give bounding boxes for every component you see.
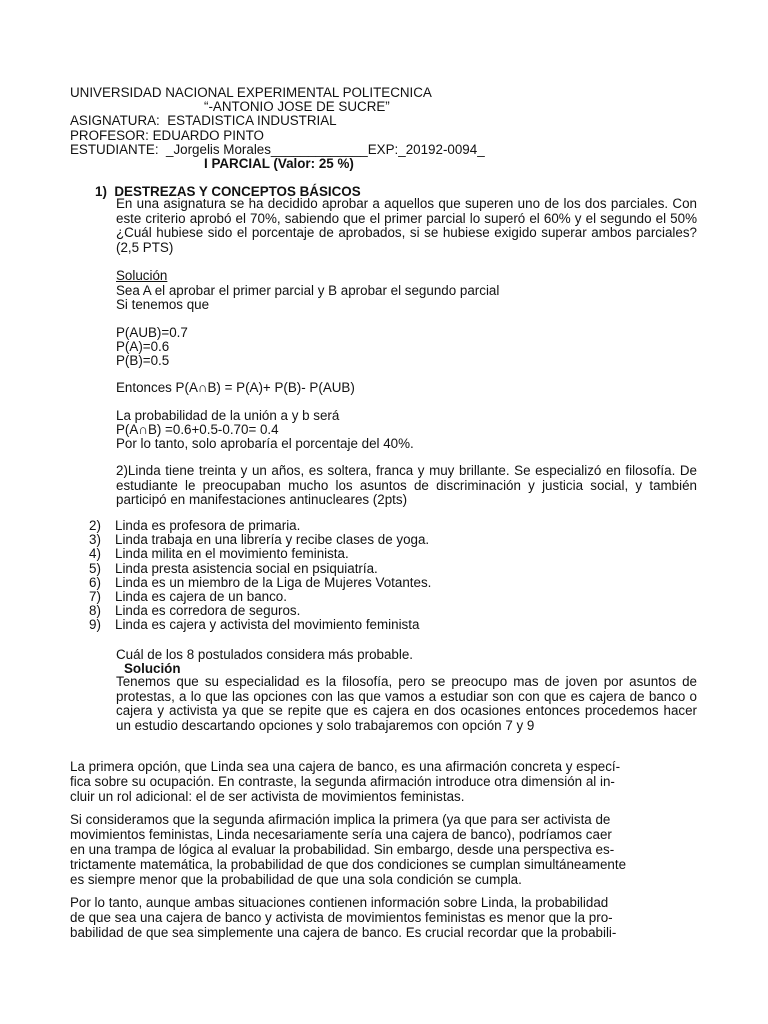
item-text: Linda milita en el movimiento feminista.	[115, 546, 349, 562]
paragraph-line: fica sobre su ocupación. En contraste, la segunda afirmación introduce otra dimensión al in-	[70, 774, 615, 789]
paragraph-3	[70, 895, 710, 940]
paragraph-1	[70, 759, 710, 804]
item-number: 8)	[89, 603, 101, 619]
result-line: La probabilidad de la unión a y b será	[116, 408, 340, 423]
question-1-text: En una asignatura se ha decidido aprobar a aquellos que superen uno de los dos parciales. Con este criterio aprobó el 70%, sabiendo que el primer parcial lo superó el 60% y el segundo el 50% ¿Cuál hubiese sido el porcentaje de aprobados, si se hubiese exigido superar ambos parciales? (2,5 PTS)	[116, 196, 697, 255]
paragraph-2	[70, 812, 710, 887]
given-value: P(AUB)=0.7	[116, 325, 188, 340]
solution-1-line: Sea A el aprobar el primer parcial y B aprobar el segundo parcial	[116, 283, 500, 298]
subject-line: ASIGNATURA: ESTADISTICA INDUSTRIAL	[70, 113, 337, 128]
question-2-text: 2)Linda tiene treinta y un años, es soltera, franca y muy brillante. Se especializó en filosofía. De estudiante le preocupaban mucho los asuntos de discriminación y justicia social, y también participó en manifestaciones antinucleares (2pts)	[116, 463, 697, 507]
paragraph-line: trictamente matemática, la probabilidad de que dos condiciones se cumplan simultáneamente	[70, 857, 627, 872]
item-number: 4)	[89, 546, 101, 562]
given-value: P(B)=0.5	[116, 353, 170, 368]
item-text: Linda presta asistencia social en psiquiatría.	[115, 560, 378, 576]
solution-1-label: Solución	[116, 268, 168, 283]
paragraph-line: Por lo tanto, aunque ambas situaciones contienen información sobre Linda, la probabilidad	[70, 895, 609, 910]
item-number: 7)	[89, 588, 101, 604]
paragraph-line: de que sea una cajera de banco y activista de movimientos feministas es menor que la pro-	[70, 910, 613, 925]
paragraph-line: es siempre menor que la probabilidad de que una sola condición se cumpla.	[70, 872, 522, 887]
item-text: Linda es cajera y activista del movimiento feminista	[115, 617, 420, 633]
item-text: Linda es profesora de primaria.	[115, 518, 301, 533]
item-number: 2)	[89, 518, 101, 533]
exam-title: I PARCIAL (Valor: 25 %)	[204, 156, 354, 171]
item-text: Linda es un miembro de la Liga de Mujeres Votantes.	[115, 574, 432, 590]
student-name: _Jorgelis Morales_____________	[166, 142, 368, 157]
student-label: ESTUDIANTE:	[70, 142, 159, 157]
professor-line: PROFESOR: EDUARDO PINTO	[70, 128, 264, 143]
solution-1-line: Si tenemos que	[116, 297, 210, 312]
university-name: UNIVERSIDAD NACIONAL EXPERIMENTAL POLITECNICA	[70, 85, 432, 100]
solution-2-text: Tenemos que su especialidad es la filosofía, pero se preocupo mas de joven por asuntos de protestas, a lo que las opciones con las que vamos a estudiar son con que es cajera de banco o cajera y activista ya que se repite que es cajera en dos ocasiones entonces procedemos hacer un estudio descartando opciones y solo trabajaremos con opción 7 y 9	[116, 674, 697, 733]
item-number: 3)	[89, 532, 101, 548]
given-value: P(A)=0.6	[116, 339, 170, 354]
section-heading: 1) DESTREZAS Y CONCEPTOS BÁSICOS	[95, 184, 361, 199]
paragraph-line: La primera opción, que Linda sea una cajera de banco, es una afirmación concreta y especí-	[70, 759, 621, 774]
result-line: Por lo tanto, solo aprobaría el porcentaje del 40%.	[116, 436, 414, 451]
item-text: Linda trabaja en una librería y recibe clases de yoga.	[115, 532, 430, 548]
question-2-prompt: Cuál de los 8 postulados considera más probable.	[116, 647, 414, 662]
formula-line: Entonces P(A∩B) = P(A)+ P(B)- P(AUB)	[116, 380, 355, 395]
paragraph-line: Si consideramos que la segunda afirmación implica la primera (ya que para ser activista de	[70, 812, 611, 827]
item-number: 5)	[89, 560, 101, 576]
exp-value: _20192-0094_	[398, 142, 485, 157]
result-line: P(A∩B) =0.6+0.5-0.70= 0.4	[116, 422, 279, 437]
paragraph-line: en una trampa de lógica al evaluar la probabilidad. Sin embargo, desde una perspectiva es-	[70, 842, 615, 857]
student-line	[70, 142, 485, 157]
solution-2-label: Solución	[124, 661, 181, 676]
paragraph-line: cluir un rol adicional: el de ser activista de movimientos feministas.	[70, 789, 465, 804]
item-number: 6)	[89, 574, 101, 590]
item-text: Linda es corredora de seguros.	[115, 603, 301, 619]
item-number: 9)	[89, 617, 101, 633]
exp-label: EXP:	[367, 142, 399, 157]
university-subtitle: “-ANTONIO JOSE DE SUCRE”	[204, 99, 390, 114]
paragraph-line: babilidad de que sea simplemente una cajera de banco. Es crucial recordar que la probabili-	[70, 925, 617, 940]
item-text: Linda es cajera de un banco.	[115, 588, 287, 604]
paragraph-line: movimientos feministas, Linda necesariamente sería una cajera de banco), podríamos caer	[70, 827, 612, 842]
